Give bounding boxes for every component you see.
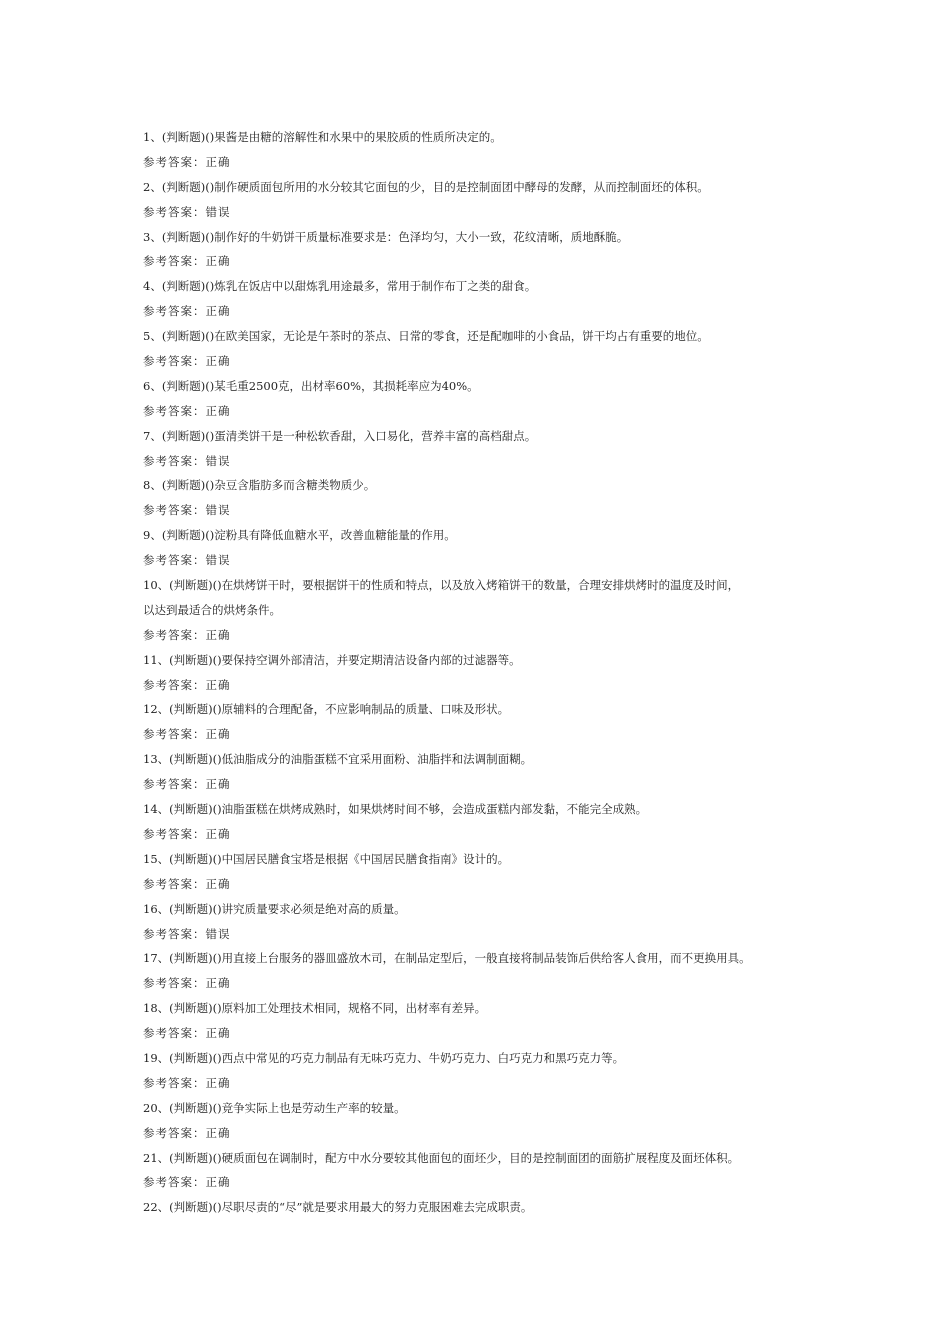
answer-4: 参考答案：正确 [143,304,231,319]
question-10: 10、(判断题)()在烘烤饼干时，要根据饼干的性质和特点，以及放入烤箱饼干的数量，合理安排烘烤时的温度及时间， [143,578,740,593]
question-18: 18、(判断题)()原料加工处理技术相同，规格不同，出材率有差异。 [143,1001,487,1016]
answer-20: 参考答案：正确 [143,1125,231,1140]
question-16: 16、(判断题)()讲究质量要求必须是绝对高的质量。 [143,901,406,916]
question-1: 1、(判断题)()果酱是由糖的溶解性和水果中的果胶质的性质所决定的。 [143,130,502,144]
answer-14: 参考答案：正确 [143,826,231,841]
answer-5: 参考答案：正确 [143,354,231,369]
question-22: 22、(判断题)()尽职尽责的“尽”就是要求用最大的努力克服困难去完成职责。 [143,1200,533,1215]
question-17: 17、(判断题)()用直接上台服务的器皿盛放木司，在制品定型后，一般直接将制品装饰后供给客人食用，而不更换用具。 [143,951,751,966]
answer-11: 参考答案：正确 [143,677,231,692]
answer-19: 参考答案：正确 [143,1075,231,1090]
question-19: 19、(判断题)()西点中常见的巧克力制品有无味巧克力、牛奶巧克力、白巧克力和黑巧克力等。 [143,1050,625,1065]
answer-6: 参考答案：正确 [143,403,231,418]
question-2: 2、(判断题)()制作硬质面包所用的水分较其它面包的少，目的是控制面团中酵母的发酵，从而控制面坯的体积。 [143,179,709,194]
answer-7: 参考答案：错误 [143,453,231,468]
question-6: 6、(判断题)()某毛重2500克，出材率60%，其损耗率应为40%。 [143,378,479,393]
answer-10: 参考答案：正确 [143,627,231,642]
answer-15: 参考答案：正确 [143,876,231,891]
answer-13: 参考答案：正确 [143,777,231,792]
question-15: 15、(判断题)()中国居民膳食宝塔是根据《中国居民膳食指南》设计的。 [143,851,510,866]
question-12: 12、(判断题)()原辅料的合理配备，不应影响制品的质量、口味及形状。 [143,702,510,717]
question-10-continuation: 以达到最适合的烘烤条件。 [143,602,281,617]
question-7: 7、(判断题)()蛋清类饼干是一种松软香甜，入口易化，营养丰富的高档甜点。 [143,428,537,443]
answer-21: 参考答案：正确 [143,1175,231,1190]
answer-12: 参考答案：正确 [143,727,231,742]
question-21: 21、(判断题)()硬质面包在调制时，配方中水分要较其他面包的面坯少，目的是控制面团的面筋扩展程度及面坯体积。 [143,1150,740,1165]
answer-3: 参考答案：正确 [143,254,231,269]
question-3: 3、(判断题)()制作好的牛奶饼干质量标准要求是：色泽均匀，大小一致，花纹清晰，质地酥脆。 [143,229,629,244]
answer-8: 参考答案：错误 [143,503,231,518]
question-list [143,125,823,1220]
question-13: 13、(判断题)()低油脂成分的油脂蛋糕不宜采用面粉、油脂拌和法调制面糊。 [143,752,533,767]
question-4: 4、(判断题)()炼乳在饭店中以甜炼乳用途最多，常用于制作布丁之类的甜食。 [143,279,537,294]
answer-17: 参考答案：正确 [143,976,231,991]
answer-2: 参考答案：错误 [143,204,231,219]
question-5: 5、(判断题)()在欧美国家，无论是午茶时的茶点、日常的零食，还是配咖啡的小食品，饼干均占有重要的地位。 [143,329,709,344]
question-8: 8、(判断题)()杂豆含脂肪多而含糖类物质少。 [143,478,376,493]
question-11: 11、(判断题)()要保持空调外部清洁，并要定期清洁设备内部的过滤器等。 [143,652,521,667]
answer-18: 参考答案：正确 [143,1026,231,1041]
question-20: 20、(判断题)()竞争实际上也是劳动生产率的较量。 [143,1100,406,1115]
question-9: 9、(判断题)()淀粉具有降低血糖水平，改善血糖能量的作用。 [143,528,456,543]
answer-16: 参考答案：错误 [143,926,231,941]
answer-9: 参考答案：错误 [143,553,231,568]
question-14: 14、(判断题)()油脂蛋糕在烘烤成熟时，如果烘烤时间不够，会造成蛋糕内部发黏，不能完全成熟。 [143,802,648,817]
answer-1: 参考答案：正确 [143,154,231,169]
